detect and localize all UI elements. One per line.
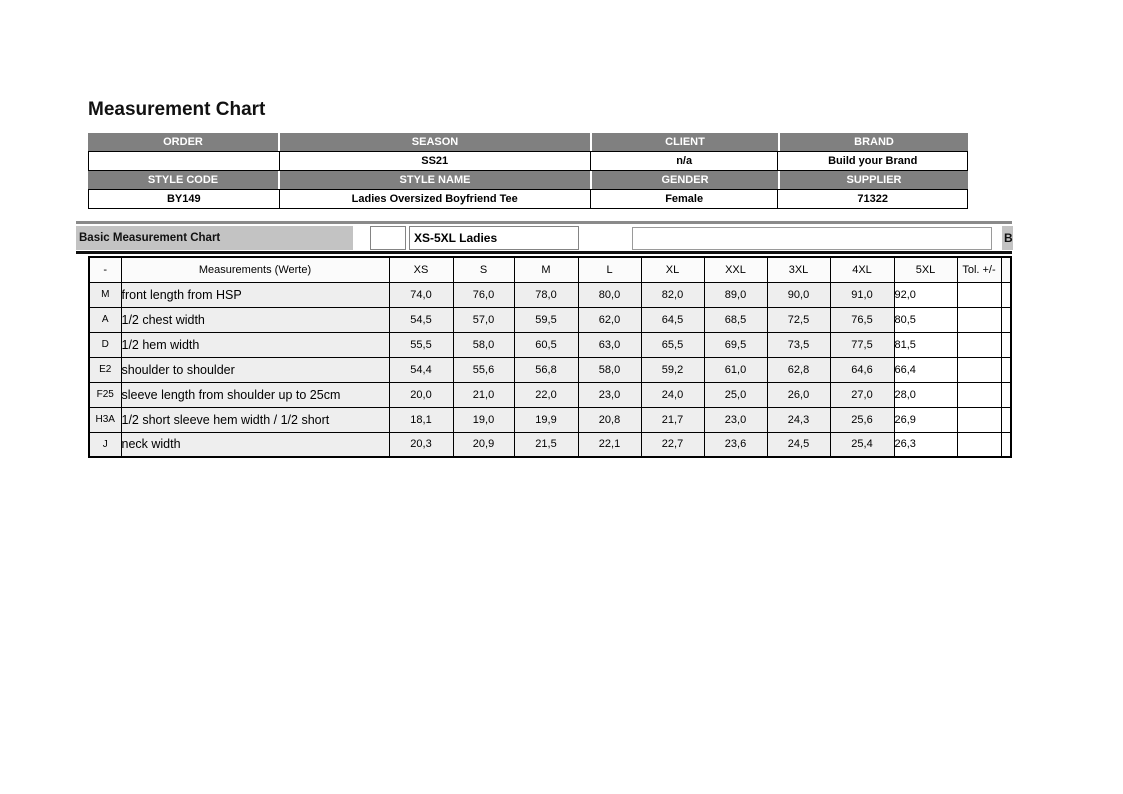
cell-l: 80,0 bbox=[578, 282, 641, 307]
cell-5xl: 80,5 bbox=[894, 307, 957, 332]
brand-value: Build your Brand bbox=[777, 152, 967, 170]
col-header-measurements: Measurements (Werte) bbox=[121, 257, 389, 282]
cell-5xl: 81,5 bbox=[894, 332, 957, 357]
row-measurement-name: front length from HSP bbox=[121, 282, 389, 307]
supplier-header: SUPPLIER bbox=[778, 171, 968, 189]
cell-xxl: 69,5 bbox=[704, 332, 767, 357]
table-row bbox=[89, 432, 1011, 457]
info-header-row-2 bbox=[88, 171, 968, 189]
cell-tolerance bbox=[957, 407, 1001, 432]
cell-xs: 20,0 bbox=[389, 382, 453, 407]
cell-m: 21,5 bbox=[514, 432, 578, 457]
table-row bbox=[89, 332, 1011, 357]
info-value-row-2 bbox=[88, 189, 968, 209]
cell-5xl: 26,3 bbox=[894, 432, 957, 457]
row-code: M bbox=[89, 282, 121, 307]
cell-s: 21,0 bbox=[453, 382, 514, 407]
row-measurement-name: shoulder to shoulder bbox=[121, 357, 389, 382]
cell-s: 55,6 bbox=[453, 357, 514, 382]
cell-s: 76,0 bbox=[453, 282, 514, 307]
cell-m: 19,9 bbox=[514, 407, 578, 432]
cell-3xl: 24,3 bbox=[767, 407, 830, 432]
cell-m: 60,5 bbox=[514, 332, 578, 357]
cell-m: 78,0 bbox=[514, 282, 578, 307]
cell-3xl: 90,0 bbox=[767, 282, 830, 307]
row-measurement-name: 1/2 chest width bbox=[121, 307, 389, 332]
gender-value: Female bbox=[590, 190, 778, 208]
cell-xxl: 23,6 bbox=[704, 432, 767, 457]
cell-xs: 55,5 bbox=[389, 332, 453, 357]
col-header-xl: XL bbox=[641, 257, 704, 282]
cell-xs: 54,5 bbox=[389, 307, 453, 332]
col-header-l: L bbox=[578, 257, 641, 282]
season-value: SS21 bbox=[279, 152, 590, 170]
cell-l: 58,0 bbox=[578, 357, 641, 382]
row-measurement-name: neck width bbox=[121, 432, 389, 457]
style-name-header: STYLE NAME bbox=[278, 171, 590, 189]
section-small-input[interactable] bbox=[370, 226, 406, 250]
cell-xl: 64,5 bbox=[641, 307, 704, 332]
row-code: J bbox=[89, 432, 121, 457]
cell-xs: 18,1 bbox=[389, 407, 453, 432]
cell-s: 58,0 bbox=[453, 332, 514, 357]
row-code: H3A bbox=[89, 407, 121, 432]
style-name-value: Ladies Oversized Boyfriend Tee bbox=[279, 190, 590, 208]
row-measurement-name: sleeve length from shoulder up to 25cm bbox=[121, 382, 389, 407]
cell-tolerance bbox=[957, 357, 1001, 382]
cell-l: 23,0 bbox=[578, 382, 641, 407]
cell-xxl: 25,0 bbox=[704, 382, 767, 407]
cell-3xl: 26,0 bbox=[767, 382, 830, 407]
measurement-table bbox=[88, 256, 1012, 458]
row-code: F25 bbox=[89, 382, 121, 407]
size-range-input[interactable]: XS-5XL Ladies bbox=[409, 226, 579, 250]
cell-xs: 74,0 bbox=[389, 282, 453, 307]
client-value: n/a bbox=[590, 152, 778, 170]
table-row bbox=[89, 357, 1011, 382]
cell-5xl: 92,0 bbox=[894, 282, 957, 307]
cell-4xl: 25,4 bbox=[830, 432, 894, 457]
info-header-row-1 bbox=[88, 133, 968, 151]
cell-4xl: 64,6 bbox=[830, 357, 894, 382]
cell-l: 22,1 bbox=[578, 432, 641, 457]
clipped-next-panel-label: B bbox=[1002, 226, 1013, 250]
cell-extra bbox=[1001, 432, 1011, 457]
order-header: ORDER bbox=[88, 133, 278, 151]
cell-xxl: 68,5 bbox=[704, 307, 767, 332]
col-header-xxl: XXL bbox=[704, 257, 767, 282]
cell-tolerance bbox=[957, 307, 1001, 332]
measurement-header-row bbox=[89, 257, 1011, 282]
cell-xxl: 89,0 bbox=[704, 282, 767, 307]
cell-extra bbox=[1001, 357, 1011, 382]
table-row bbox=[89, 407, 1011, 432]
cell-extra bbox=[1001, 407, 1011, 432]
col-header-xs: XS bbox=[389, 257, 453, 282]
section-bottom-rule bbox=[76, 251, 1012, 254]
col-header-code: - bbox=[89, 257, 121, 282]
col-header-tol: Tol. +/- bbox=[957, 257, 1001, 282]
style-code-value: BY149 bbox=[89, 190, 279, 208]
table-row bbox=[89, 382, 1011, 407]
cell-extra bbox=[1001, 307, 1011, 332]
cell-5xl: 26,9 bbox=[894, 407, 957, 432]
cell-xl: 22,7 bbox=[641, 432, 704, 457]
cell-l: 63,0 bbox=[578, 332, 641, 357]
cell-xxl: 61,0 bbox=[704, 357, 767, 382]
cell-xl: 65,5 bbox=[641, 332, 704, 357]
row-measurement-name: 1/2 hem width bbox=[121, 332, 389, 357]
cell-extra bbox=[1001, 382, 1011, 407]
row-measurement-name: 1/2 short sleeve hem width / 1/2 short bbox=[121, 407, 389, 432]
cell-s: 57,0 bbox=[453, 307, 514, 332]
gender-header: GENDER bbox=[590, 171, 778, 189]
row-code: A bbox=[89, 307, 121, 332]
cell-4xl: 77,5 bbox=[830, 332, 894, 357]
supplier-value: 71322 bbox=[777, 190, 967, 208]
cell-3xl: 73,5 bbox=[767, 332, 830, 357]
cell-tolerance bbox=[957, 282, 1001, 307]
col-header-s: S bbox=[453, 257, 514, 282]
cell-xs: 20,3 bbox=[389, 432, 453, 457]
cell-m: 22,0 bbox=[514, 382, 578, 407]
cell-xl: 24,0 bbox=[641, 382, 704, 407]
cell-3xl: 24,5 bbox=[767, 432, 830, 457]
cell-extra bbox=[1001, 332, 1011, 357]
col-header-3xl: 3XL bbox=[767, 257, 830, 282]
cell-5xl: 28,0 bbox=[894, 382, 957, 407]
info-value-row-1 bbox=[88, 151, 968, 171]
section-title: Basic Measurement Chart bbox=[76, 226, 353, 250]
style-code-header: STYLE CODE bbox=[88, 171, 278, 189]
season-header: SEASON bbox=[278, 133, 590, 151]
row-code: E2 bbox=[89, 357, 121, 382]
col-header-4xl: 4XL bbox=[830, 257, 894, 282]
table-row bbox=[89, 282, 1011, 307]
cell-4xl: 76,5 bbox=[830, 307, 894, 332]
cell-tolerance bbox=[957, 332, 1001, 357]
cell-s: 19,0 bbox=[453, 407, 514, 432]
cell-tolerance bbox=[957, 432, 1001, 457]
brand-header: BRAND bbox=[778, 133, 968, 151]
section-top-rule bbox=[76, 221, 1012, 224]
cell-xs: 54,4 bbox=[389, 357, 453, 382]
cell-tolerance bbox=[957, 382, 1001, 407]
cell-l: 62,0 bbox=[578, 307, 641, 332]
order-info-table bbox=[88, 133, 968, 209]
col-header-5xl: 5XL bbox=[894, 257, 957, 282]
col-header-extra bbox=[1001, 257, 1011, 282]
cell-xxl: 23,0 bbox=[704, 407, 767, 432]
cell-3xl: 72,5 bbox=[767, 307, 830, 332]
cell-s: 20,9 bbox=[453, 432, 514, 457]
cell-4xl: 91,0 bbox=[830, 282, 894, 307]
cell-l: 20,8 bbox=[578, 407, 641, 432]
cell-xl: 82,0 bbox=[641, 282, 704, 307]
cell-5xl: 66,4 bbox=[894, 357, 957, 382]
cell-m: 56,8 bbox=[514, 357, 578, 382]
cell-4xl: 25,6 bbox=[830, 407, 894, 432]
section-long-input[interactable] bbox=[632, 227, 992, 250]
cell-xl: 59,2 bbox=[641, 357, 704, 382]
col-header-m: M bbox=[514, 257, 578, 282]
table-row bbox=[89, 307, 1011, 332]
cell-3xl: 62,8 bbox=[767, 357, 830, 382]
cell-extra bbox=[1001, 282, 1011, 307]
cell-4xl: 27,0 bbox=[830, 382, 894, 407]
page-title: Measurement Chart bbox=[88, 99, 266, 120]
cell-xl: 21,7 bbox=[641, 407, 704, 432]
cell-m: 59,5 bbox=[514, 307, 578, 332]
order-value bbox=[89, 152, 279, 170]
row-code: D bbox=[89, 332, 121, 357]
client-header: CLIENT bbox=[590, 133, 778, 151]
